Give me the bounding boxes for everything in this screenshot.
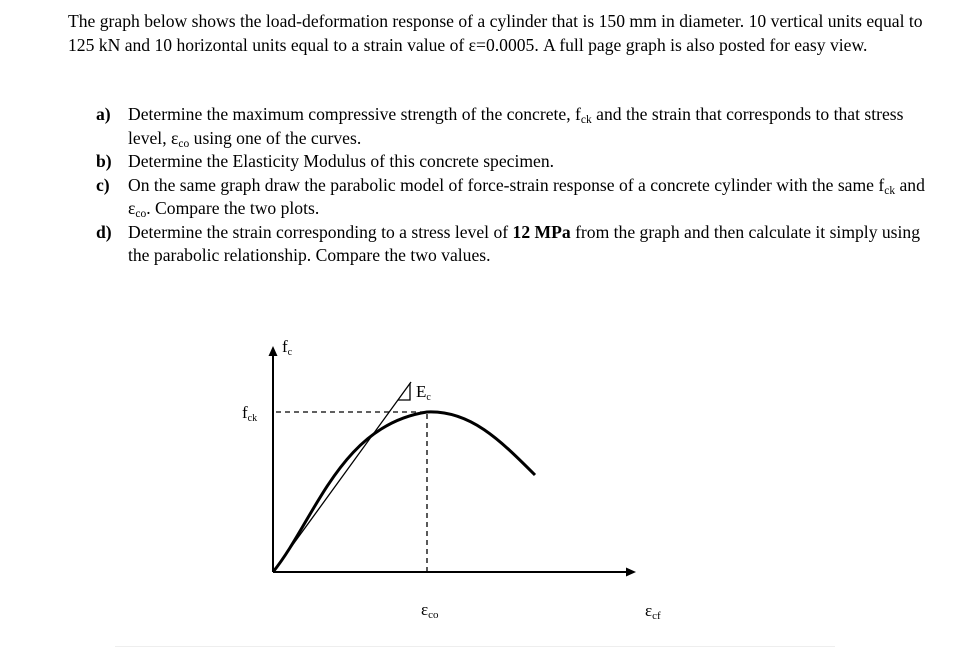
subscript: co xyxy=(135,208,147,220)
question-text: and ε xyxy=(128,174,925,218)
question-text: On the same graph draw the parabolic model of force-strain response of a concrete cylinder with the same f xyxy=(128,174,885,195)
question-text: from the graph and then calculate it simply using the parabolic relationship. Compare the two values. xyxy=(128,221,921,265)
question-label: b) xyxy=(96,151,112,171)
question-text: . Compare the two plots. xyxy=(146,198,320,218)
intro-paragraph: The graph below shows the load-deformation response of a cylinder that is 150 mm in diameter. 10 vertical units equal to 125 kN and 10 horizontal units equal to a strain value of ε=0.0005. A full page graph is also posted for easy view. xyxy=(68,11,923,55)
question-text: Determine the Elasticity Modulus of this concrete specimen. xyxy=(128,151,555,171)
stress-value: 12 MPa xyxy=(512,221,571,242)
stress-strain-curve xyxy=(273,412,535,572)
page-divider xyxy=(115,646,835,647)
y-axis-label: fc xyxy=(282,337,293,358)
x-axis-arrow-icon xyxy=(626,568,636,577)
question-text: Determine the maximum compressive strength of the concrete, f xyxy=(128,104,581,124)
fck-label: fck xyxy=(242,403,258,424)
question-text: Determine the strain corresponding to a stress level of xyxy=(128,221,513,242)
question-label: a) xyxy=(96,104,111,124)
subscript: ck xyxy=(580,114,592,126)
question-label: d) xyxy=(96,221,112,242)
question-text: using one of the curves. xyxy=(189,127,362,148)
subscript: ck xyxy=(884,184,896,197)
question-label: c) xyxy=(96,174,110,195)
subscript: co xyxy=(178,137,190,150)
ecf-label: εcf xyxy=(645,601,661,622)
eco-label: εco xyxy=(421,600,439,621)
y-axis-arrow-icon xyxy=(269,346,278,356)
ec-label: Ec xyxy=(416,382,431,403)
question-text: and the strain that corresponds to that stress level, ε xyxy=(128,104,904,148)
